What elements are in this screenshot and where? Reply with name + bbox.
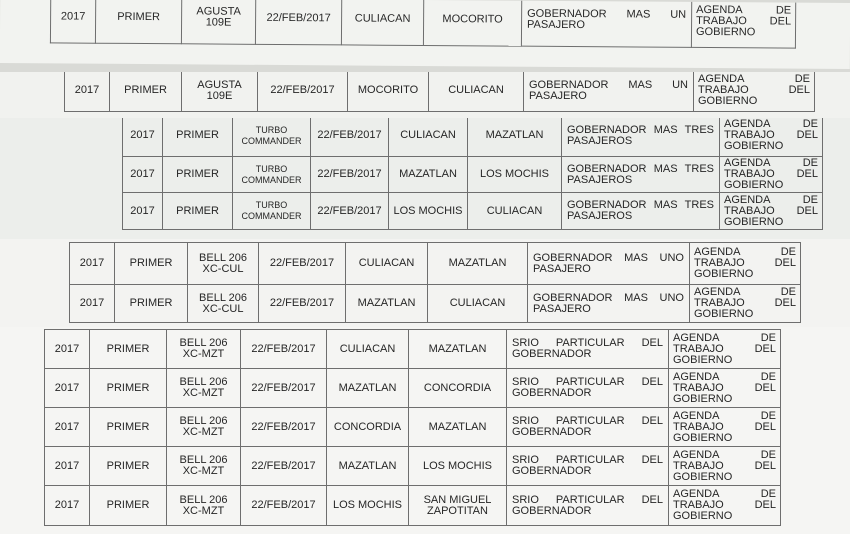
term-cell: PRIMER	[163, 118, 233, 157]
purpose-word: AGENDA	[724, 118, 771, 130]
purpose-word: GOBIERNO	[673, 392, 733, 405]
date-cell: 22/FEB/2017	[259, 243, 346, 285]
term-cell: PRIMER	[163, 157, 233, 193]
date-cell: 22/FEB/2017	[255, 0, 341, 45]
term-cell: PRIMER	[115, 285, 188, 323]
destination-cell: MAZATLAN	[428, 243, 528, 285]
purpose-word: GOBIERNO	[673, 353, 733, 366]
destination-cell: CULIACAN	[429, 72, 524, 112]
purpose-word: AGENDA	[673, 448, 720, 461]
term-cell: PRIMER	[90, 369, 167, 408]
year-cell: 2017	[45, 486, 90, 526]
passengers-cell: SRIO PARTICULAR DEL GOBERNADOR	[507, 330, 669, 369]
purpose-word: AGENDA	[673, 331, 720, 344]
purpose-cell	[690, 243, 801, 285]
aircraft-cell: TURBO COMMANDER	[233, 157, 311, 193]
purpose-cell	[694, 72, 815, 112]
purpose-word: GOBIERNO	[724, 179, 784, 191]
year-cell: 2017	[65, 72, 110, 112]
purpose-word: DEL	[788, 84, 810, 96]
table-row	[45, 330, 781, 369]
strip-4	[0, 239, 850, 327]
purpose-word: DEL	[754, 459, 776, 472]
purpose-word: TRABAJO	[694, 297, 745, 309]
purpose-word: DEL	[774, 257, 796, 269]
table-row	[45, 369, 781, 408]
destination-cell: MAZATLAN	[409, 330, 507, 369]
aircraft-cell: BELL 206 XC-MZT	[167, 447, 241, 486]
aircraft-cell: BELL 206 XC-CUL	[188, 243, 259, 285]
destination-cell: LOS MOCHIS	[409, 447, 507, 486]
table-row	[50, 0, 795, 48]
purpose-word: DE	[775, 3, 792, 17]
strip-3	[0, 118, 850, 239]
purpose-word: DE	[760, 488, 776, 500]
aircraft-cell: BELL 206 XC-CUL	[188, 285, 259, 323]
purpose-word: TRABAJO	[673, 342, 724, 355]
purpose-word: GOBIERNO	[724, 215, 784, 228]
table-row	[45, 486, 781, 526]
destination-cell: CULIACAN	[468, 193, 562, 230]
year-cell: 2017	[123, 193, 163, 230]
purpose-word: AGENDA	[694, 286, 741, 298]
purpose-word: DE	[760, 370, 776, 383]
destination-cell: MAZATLAN	[468, 118, 562, 157]
aircraft-cell: BELL 206 XC-MZT	[167, 369, 241, 408]
destination-cell: MOCORITO	[423, 0, 521, 46]
destination-cell: SAN MIGUEL ZAPOTITAN	[409, 486, 507, 526]
date-cell: 22/FEB/2017	[311, 193, 389, 230]
destination-cell: MAZATLAN	[409, 408, 507, 447]
date-cell: 22/FEB/2017	[241, 330, 327, 369]
destination-cell: CULIACAN	[428, 285, 528, 323]
purpose-word: AGENDA	[696, 3, 743, 16]
purpose-word: AGENDA	[724, 157, 771, 169]
purpose-word: AGENDA	[724, 193, 771, 206]
term-cell: PRIMER	[110, 72, 182, 112]
purpose-word: DEL	[796, 168, 818, 180]
term-cell: PRIMER	[90, 408, 167, 447]
purpose-word: DE	[760, 409, 776, 422]
purpose-word: GOBIERNO	[724, 140, 784, 152]
table-row	[45, 408, 781, 447]
purpose-word: DE	[802, 118, 818, 130]
table-row	[70, 243, 801, 285]
passengers-cell: SRIO PARTICULAR DEL GOBERNADOR	[507, 447, 669, 486]
purpose-word: GOBIERNO	[673, 431, 733, 444]
purpose-word: AGENDA	[673, 370, 720, 383]
purpose-cell	[669, 408, 781, 447]
aircraft-cell: TURBO COMMANDER	[233, 193, 311, 230]
date-cell: 22/FEB/2017	[259, 285, 346, 323]
term-cell: PRIMER	[90, 486, 167, 526]
origin-cell: CULIACAN	[346, 243, 428, 285]
origin-cell: MAZATLAN	[327, 447, 409, 486]
year-cell: 2017	[123, 157, 163, 193]
purpose-word: TRABAJO	[694, 257, 745, 269]
origin-cell: LOS MOCHIS	[327, 486, 409, 526]
passengers-cell: SRIO PARTICULAR DEL GOBERNADOR	[507, 369, 669, 408]
purpose-word: GOBIERNO	[694, 268, 754, 280]
aircraft-cell: AGUSTA 109E	[181, 0, 255, 44]
purpose-cell	[720, 193, 823, 230]
term-cell: PRIMER	[95, 0, 181, 44]
purpose-word: DE	[780, 246, 796, 258]
passengers-cell: GOBERNADOR MAS UNO PASAJERO	[528, 285, 690, 323]
table-row	[65, 72, 815, 112]
purpose-word: DEL	[796, 204, 818, 217]
purpose-word: DE	[760, 331, 776, 344]
origin-cell: MOCORITO	[348, 72, 429, 112]
purpose-cell	[669, 447, 781, 486]
origin-cell: CULIACAN	[341, 0, 423, 45]
date-cell: 22/FEB/2017	[311, 118, 389, 157]
purpose-word: GOBIERNO	[694, 308, 754, 320]
year-cell: 2017	[45, 330, 90, 369]
purpose-cell	[690, 285, 801, 323]
purpose-word: DEL	[769, 14, 792, 28]
term-cell: PRIMER	[163, 193, 233, 230]
purpose-word: DEL	[754, 342, 776, 355]
purpose-word: TRABAJO	[673, 459, 724, 472]
purpose-cell	[669, 330, 781, 369]
destination-cell: CONCORDIA	[409, 369, 507, 408]
table-row	[123, 118, 823, 157]
purpose-cell	[691, 0, 795, 48]
origin-cell: MAZATLAN	[327, 369, 409, 408]
purpose-word: TRABAJO	[696, 14, 747, 27]
purpose-word: DEL	[754, 499, 776, 511]
purpose-word: TRABAJO	[698, 84, 749, 96]
year-cell: 2017	[45, 447, 90, 486]
purpose-word: AGENDA	[694, 246, 741, 258]
table-row	[45, 447, 781, 486]
table-row	[70, 285, 801, 323]
aircraft-cell: BELL 206 XC-MZT	[167, 408, 241, 447]
purpose-word: DE	[760, 448, 776, 461]
year-cell: 2017	[123, 118, 163, 157]
purpose-word: TRABAJO	[724, 204, 775, 217]
origin-cell: MAZATLAN	[346, 285, 428, 323]
aircraft-cell: BELL 206 XC-MZT	[167, 486, 241, 526]
purpose-cell	[669, 369, 781, 408]
passengers-cell: SRIO PARTICULAR DEL GOBERNADOR	[507, 408, 669, 447]
passengers-cell: GOBERNADOR MAS TRES PASAJEROS	[562, 193, 720, 230]
strip-1	[0, 0, 850, 69]
purpose-word: AGENDA	[698, 73, 745, 85]
date-cell: 22/FEB/2017	[241, 447, 327, 486]
passengers-cell: SRIO PARTICULAR DEL GOBERNADOR	[507, 486, 669, 526]
purpose-word: DEL	[796, 129, 818, 141]
purpose-word: DEL	[774, 297, 796, 309]
passengers-cell: GOBERNADOR MAS UN PASAJERO	[524, 72, 694, 112]
purpose-word: DE	[802, 193, 818, 206]
passengers-cell: GOBERNADOR MAS UNO PASAJERO	[528, 243, 690, 285]
origin-cell: MAZATLAN	[389, 157, 468, 193]
table-row	[123, 157, 823, 193]
purpose-word: GOBIERNO	[673, 470, 733, 483]
table-row	[123, 193, 823, 230]
strip-5	[0, 327, 850, 534]
aircraft-cell: AGUSTA 109E	[182, 72, 258, 112]
purpose-word: AGENDA	[673, 488, 720, 500]
passengers-cell: GOBERNADOR MAS TRES PASAJEROS	[562, 118, 720, 157]
year-cell: 2017	[45, 369, 90, 408]
date-cell: 22/FEB/2017	[258, 72, 348, 112]
origin-cell: CULIACAN	[327, 330, 409, 369]
term-cell: PRIMER	[90, 447, 167, 486]
purpose-word: DE	[780, 286, 796, 298]
aircraft-cell: BELL 206 XC-MZT	[167, 330, 241, 369]
passengers-cell: GOBERNADOR MAS UN PASAJERO	[521, 0, 691, 47]
destination-cell: LOS MOCHIS	[468, 157, 562, 193]
date-cell: 22/FEB/2017	[311, 157, 389, 193]
purpose-word: TRABAJO	[673, 420, 724, 433]
purpose-word: DEL	[754, 420, 776, 433]
year-cell: 2017	[70, 243, 115, 285]
term-cell: PRIMER	[90, 330, 167, 369]
passengers-cell: GOBERNADOR MAS TRES PASAJEROS	[562, 157, 720, 193]
purpose-word: GOBIERNO	[695, 25, 756, 38]
purpose-word: TRABAJO	[724, 129, 775, 141]
purpose-word: DE	[802, 157, 818, 169]
aircraft-cell: TURBO COMMANDER	[233, 118, 311, 157]
purpose-cell	[720, 118, 823, 157]
purpose-word: TRABAJO	[724, 168, 775, 180]
purpose-word: DE	[794, 73, 810, 85]
year-cell: 2017	[50, 0, 95, 43]
origin-cell: CULIACAN	[389, 118, 468, 157]
purpose-word: TRABAJO	[673, 499, 724, 511]
origin-cell: CONCORDIA	[327, 408, 409, 447]
origin-cell: LOS MOCHIS	[389, 193, 468, 230]
purpose-word: TRABAJO	[673, 381, 724, 394]
term-cell: PRIMER	[115, 243, 188, 285]
date-cell: 22/FEB/2017	[241, 486, 327, 526]
date-cell: 22/FEB/2017	[241, 369, 327, 408]
strip-2	[0, 72, 850, 118]
purpose-cell	[669, 486, 781, 526]
date-cell: 22/FEB/2017	[241, 408, 327, 447]
purpose-word: GOBIERNO	[673, 510, 733, 522]
purpose-word: GOBIERNO	[698, 95, 758, 107]
purpose-word: DEL	[754, 381, 776, 394]
purpose-cell	[720, 157, 823, 193]
purpose-word: AGENDA	[673, 409, 720, 422]
year-cell: 2017	[70, 285, 115, 323]
year-cell: 2017	[45, 408, 90, 447]
